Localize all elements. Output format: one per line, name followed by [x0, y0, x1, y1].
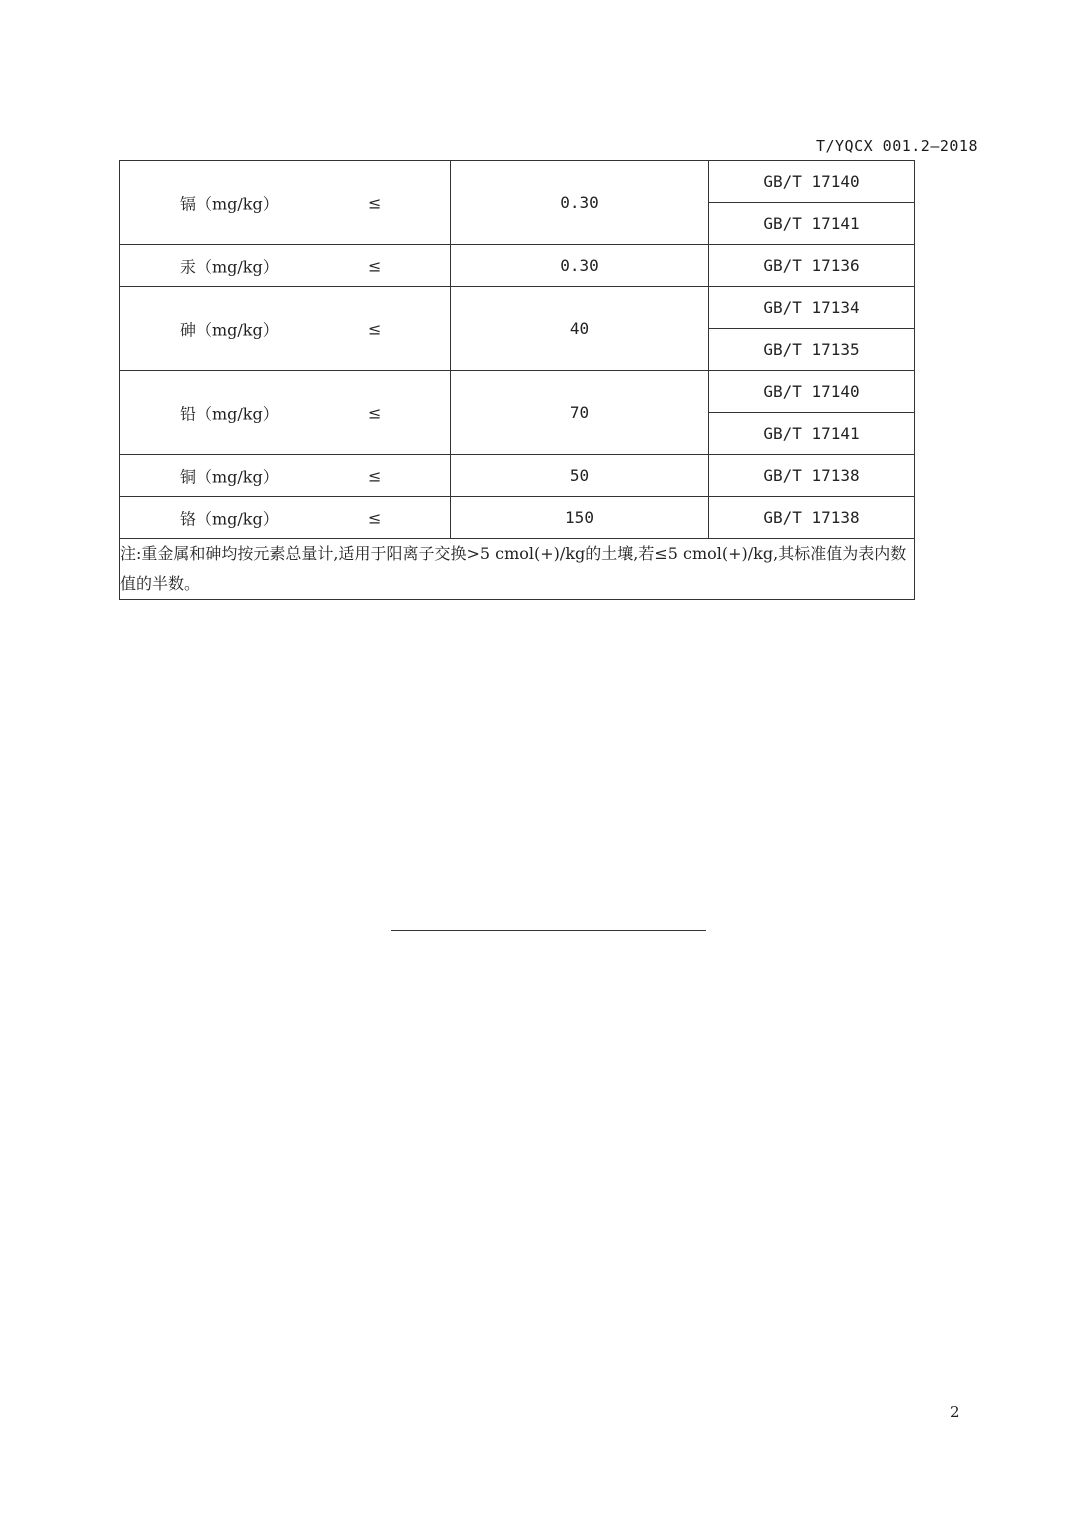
table-note-row: [120, 539, 915, 600]
comparison-operator: ≤: [368, 466, 382, 485]
comparison-operator: ≤: [368, 193, 382, 212]
table-row: [120, 161, 915, 203]
method-standard: GB/T 17138: [709, 497, 915, 539]
table-row: [120, 371, 915, 413]
limit-value: 0.30: [451, 161, 709, 245]
limit-value: 40: [451, 287, 709, 371]
item-name: 铅（mg/kg）: [180, 404, 279, 423]
table-row: [120, 245, 915, 287]
limit-value: 70: [451, 371, 709, 455]
method-standard: GB/T 17140: [709, 371, 915, 413]
method-standard: GB/T 17141: [709, 203, 915, 245]
item-cell: [120, 455, 451, 497]
document-end-line: [391, 930, 706, 931]
method-standard: GB/T 17141: [709, 413, 915, 455]
method-standard: GB/T 17136: [709, 245, 915, 287]
item-name: 铬（mg/kg）: [180, 509, 279, 528]
document-code: T/YQCX 001.2—2018: [815, 137, 978, 155]
method-standard: GB/T 17138: [709, 455, 915, 497]
item-cell: [120, 497, 451, 539]
item-name: 汞（mg/kg）: [180, 257, 279, 276]
limit-value: 50: [451, 455, 709, 497]
item-name: 砷（mg/kg）: [180, 320, 279, 339]
table-note: 注:重金属和砷均按元素总量计,适用于阳离子交换>5 cmol(+)/kg的土壤,若≤5 cmol(+)/kg,其标准值为表内数值的半数。: [120, 539, 915, 600]
method-standard: GB/T 17135: [709, 329, 915, 371]
comparison-operator: ≤: [368, 508, 382, 527]
method-standard: GB/T 17140: [709, 161, 915, 203]
item-cell: [120, 371, 451, 455]
item-name: 铜（mg/kg）: [180, 467, 279, 486]
page-number: 2: [950, 1403, 960, 1421]
heavy-metal-limits-table: [119, 160, 915, 600]
limit-value: 0.30: [451, 245, 709, 287]
comparison-operator: ≤: [368, 256, 382, 275]
comparison-operator: ≤: [368, 403, 382, 422]
comparison-operator: ≤: [368, 319, 382, 338]
item-cell: [120, 161, 451, 245]
table-row: [120, 455, 915, 497]
table-row: [120, 287, 915, 329]
item-name: 镉（mg/kg）: [180, 194, 279, 213]
item-cell: [120, 287, 451, 371]
limit-value: 150: [451, 497, 709, 539]
item-cell: [120, 245, 451, 287]
table-row: [120, 497, 915, 539]
method-standard: GB/T 17134: [709, 287, 915, 329]
